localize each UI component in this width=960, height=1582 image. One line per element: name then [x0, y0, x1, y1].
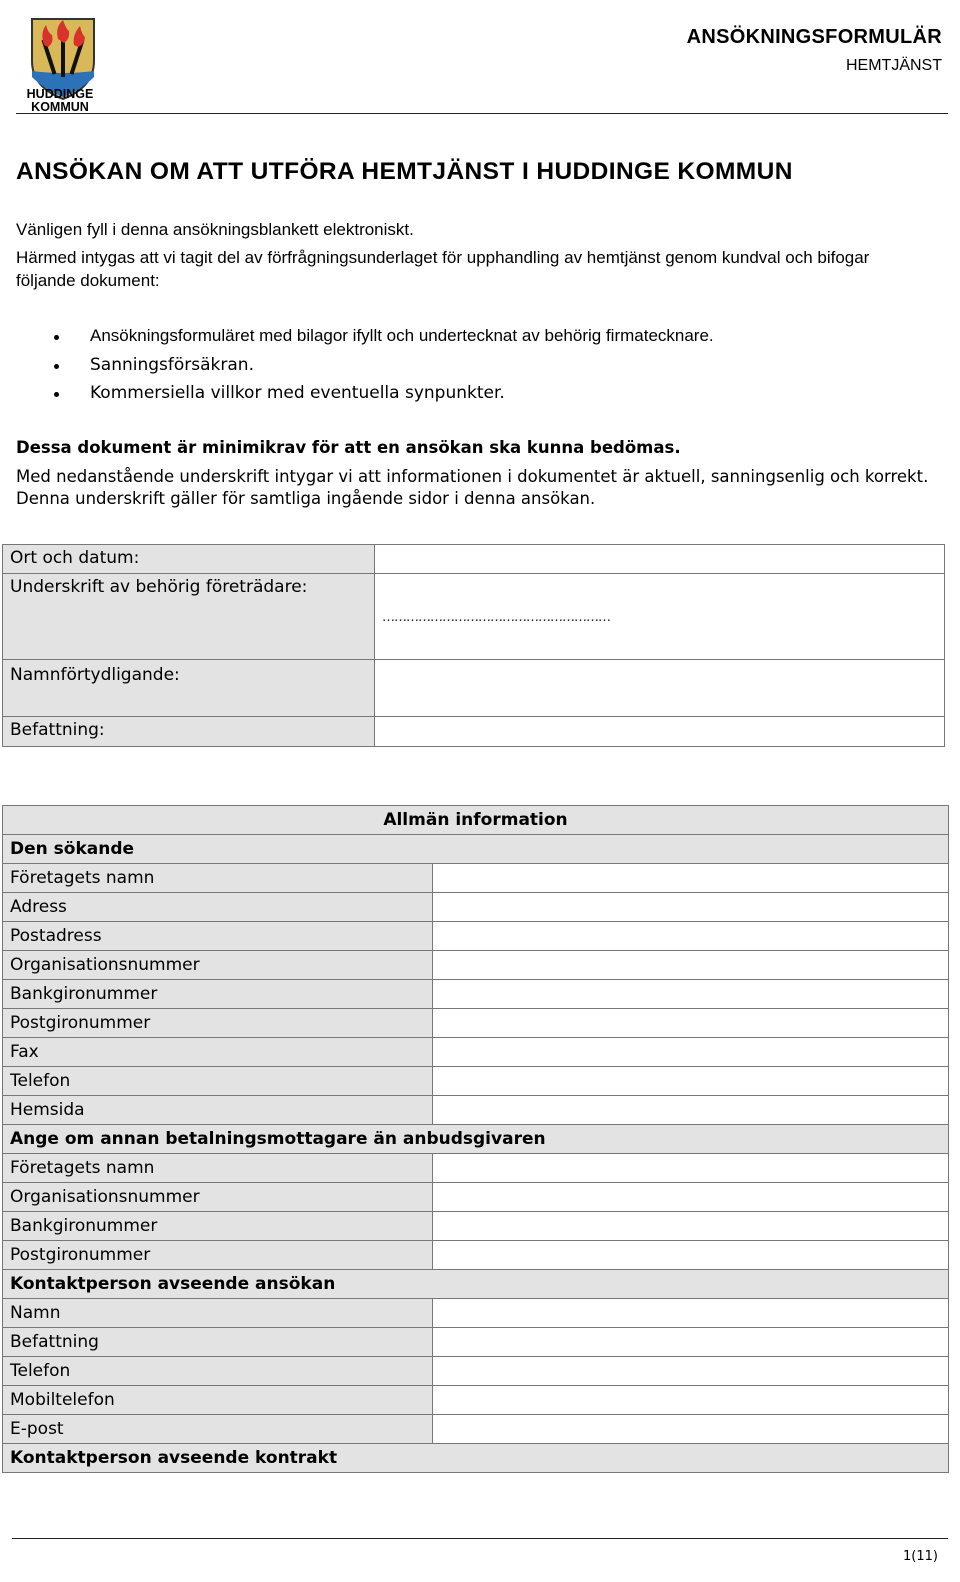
table-row	[3, 893, 949, 922]
payee-bankgiro-field[interactable]	[433, 1212, 949, 1241]
company-name-field[interactable]	[433, 864, 949, 893]
contact-position-field[interactable]	[433, 1328, 949, 1357]
field-label: Mobiltelefon	[3, 1386, 433, 1415]
table-row	[3, 1154, 949, 1183]
requirement-note: Dessa dokument är minimikrav för att en ansökan ska kunna bedömas.	[16, 438, 681, 457]
contact-name-field[interactable]	[433, 1299, 949, 1328]
signature-field[interactable]	[375, 574, 945, 660]
field-label: Telefon	[3, 1357, 433, 1386]
field-label: Telefon	[3, 1067, 433, 1096]
footer-divider	[12, 1538, 948, 1539]
signature-dotted-line: …………………………………………………	[382, 610, 610, 625]
field-label: Företagets namn	[3, 1154, 433, 1183]
required-documents-list	[40, 322, 714, 408]
header-divider	[16, 113, 948, 114]
place-date-field[interactable]	[375, 545, 945, 574]
field-label: Namn	[3, 1299, 433, 1328]
table-row	[3, 1038, 949, 1067]
field-label: Adress	[3, 893, 433, 922]
field-label: Hemsida	[3, 1096, 433, 1125]
table-row	[3, 1386, 949, 1415]
general-info-heading: Allmän information	[3, 806, 949, 835]
table-row	[3, 1212, 949, 1241]
field-label: Bankgironummer	[3, 980, 433, 1009]
contact-mobile-field[interactable]	[433, 1386, 949, 1415]
field-label: Postadress	[3, 922, 433, 951]
website-field[interactable]	[433, 1096, 949, 1125]
phone-field[interactable]	[433, 1067, 949, 1096]
table-row	[3, 1241, 949, 1270]
table-row	[3, 980, 949, 1009]
name-clarification-field[interactable]	[375, 660, 945, 717]
field-label: Bankgironummer	[3, 1212, 433, 1241]
name-clarification-label: Namnförtydligande:	[3, 660, 375, 717]
list-item: Sanningsförsäkran.	[40, 351, 714, 380]
table-row	[3, 1009, 949, 1038]
declaration-text: Med nedanstående underskrift intygar vi att informationen i dokumentet är aktuell, sanningsenlig och korrekt. Denna underskrift gäller för samtliga ingående sidor i denna ansökan.	[16, 467, 929, 508]
payee-company-name-field[interactable]	[433, 1154, 949, 1183]
table-row	[3, 1067, 949, 1096]
table-row	[3, 1299, 949, 1328]
list-item: Ansökningsformuläret med bilagor ifyllt och undertecknat av behörig firmatecknare.	[40, 322, 714, 351]
field-label: Organisationsnummer	[3, 1183, 433, 1212]
org-number-field[interactable]	[433, 951, 949, 980]
field-label: Postgironummer	[3, 1009, 433, 1038]
page-number: 1(11)	[903, 1549, 938, 1564]
section-heading-applicant: Den sökande	[3, 835, 949, 864]
place-date-label: Ort och datum:	[3, 545, 375, 574]
list-item: Kommersiella villkor med eventuella synpunkter.	[40, 379, 714, 408]
field-label: Befattning	[3, 1328, 433, 1357]
table-row	[3, 1357, 949, 1386]
table-row	[3, 864, 949, 893]
position-field[interactable]	[375, 717, 945, 747]
field-label: Organisationsnummer	[3, 951, 433, 980]
intro-line-1: Vänligen fyll i denna ansökningsblankett elektroniskt.	[16, 220, 414, 239]
table-row	[3, 1183, 949, 1212]
header-title: ANSÖKNINGSFORMULÄR	[686, 26, 942, 48]
contact-email-field[interactable]	[433, 1415, 949, 1444]
bankgiro-field[interactable]	[433, 980, 949, 1009]
postal-address-field[interactable]	[433, 922, 949, 951]
page-title: ANSÖKAN OM ATT UTFÖRA HEMTJÄNST I HUDDINGE KOMMUN	[16, 158, 793, 185]
field-label: Fax	[3, 1038, 433, 1067]
table-row	[3, 951, 949, 980]
table-row	[3, 1096, 949, 1125]
header-subtitle: HEMTJÄNST	[846, 57, 942, 74]
payee-postgiro-field[interactable]	[433, 1241, 949, 1270]
contact-phone-field[interactable]	[433, 1357, 949, 1386]
logo-text-kommun: KOMMUN	[31, 100, 89, 114]
signature-label: Underskrift av behörig företrädare:	[3, 574, 375, 660]
postgiro-field[interactable]	[433, 1009, 949, 1038]
table-row	[3, 1328, 949, 1357]
payee-org-number-field[interactable]	[433, 1183, 949, 1212]
intro-line-2: Härmed intygas att vi tagit del av förfrågningsunderlaget för upphandling av hemtjänst genom kundval och bifogar följande dokument:	[16, 248, 870, 290]
signature-table	[2, 544, 945, 747]
general-info-table	[2, 805, 949, 1473]
section-heading-payee: Ange om annan betalningsmottagare än anbudsgivaren	[3, 1125, 949, 1154]
table-row	[3, 922, 949, 951]
field-label: E-post	[3, 1415, 433, 1444]
table-row	[3, 1415, 949, 1444]
section-heading-contact-application: Kontaktperson avseende ansökan	[3, 1270, 949, 1299]
position-label: Befattning:	[3, 717, 375, 747]
address-field[interactable]	[433, 893, 949, 922]
field-label: Företagets namn	[3, 864, 433, 893]
field-label: Postgironummer	[3, 1241, 433, 1270]
section-heading-contact-contract: Kontaktperson avseende kontrakt	[3, 1444, 949, 1473]
logo-text-huddinge: HUDDINGE	[26, 87, 94, 101]
fax-field[interactable]	[433, 1038, 949, 1067]
